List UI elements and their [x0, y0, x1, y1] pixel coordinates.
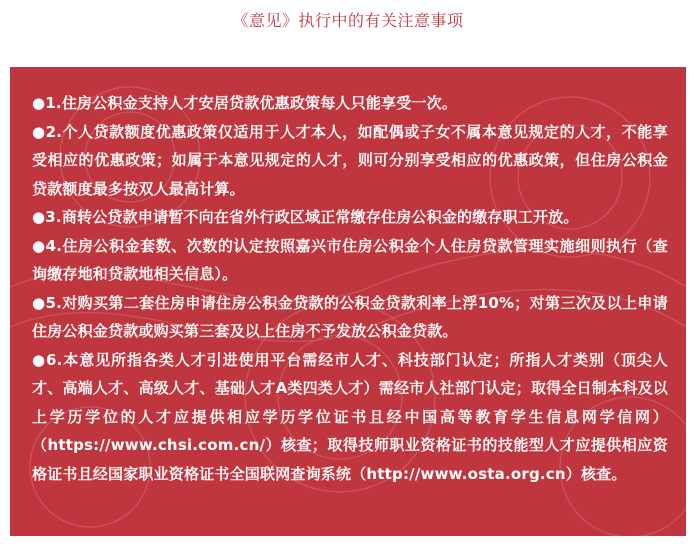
list-item: ●6.本意见所指各类人才引进使用平台需经市人才、科技部门认定；所指人才类别（顶尖人才、高端人才、高级人才、基础人才A类四类人才）需经市人社部门认定；取得全日制本科及以上学历学位的人才应提供相应学历学位证书且经中国高等教育学生信息网学信网）（https://www.chsi.com.cn/）核查；取得技师职业资格证书的技能型人才应提供相应资格证书且经国家职业资格证书全国联网查询系统（http://www.osta.org.cn）核查。 — [32, 350, 668, 483]
list-item: ●1.住房公积金支持人才安居贷款优惠政策每人只能享受一次。 — [32, 94, 458, 112]
list-item: ●5.对购买第二套住房申请住房公积金贷款的公积金贷款利率上浮10%；对第三次及以上申请住房公积金贷款或购买第三套及以上住房不予发放公积金贷款。 — [32, 293, 668, 340]
notice-content — [10, 67, 686, 488]
page-title: 《意见》执行中的有关注意事项 — [232, 11, 464, 30]
notice-panel — [10, 67, 686, 536]
list-item: ●4.住房公积金套数、次数的认定按照嘉兴市住房公积金个人住房贷款管理实施细则执行（查询缴存地和贷款地相关信息）。 — [32, 236, 668, 283]
list-item: ●2.个人贷款额度优惠政策仅适用于人才本人，如配偶或子女不属本意见规定的人才，不能享受相应的优惠政策；如属于本意见规定的人才，则可分别享受相应的优惠政策，但住房公积金贷款额度最多按双人最高计算。 — [32, 122, 668, 198]
list-item: ●3.商转公贷款申请暂不向在省外行政区域正常缴存住房公积金的缴存职工开放。 — [32, 208, 579, 226]
